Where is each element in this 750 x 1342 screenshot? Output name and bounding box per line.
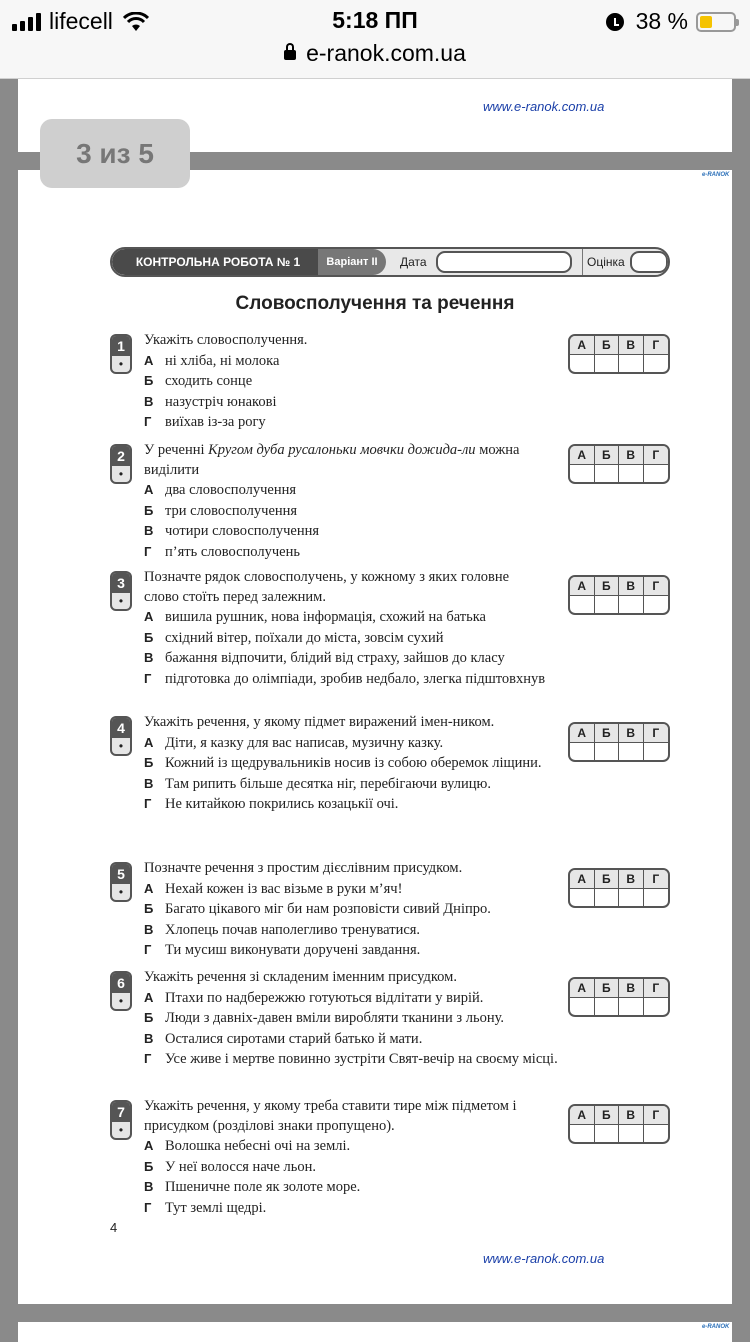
- question-body: [144, 441, 554, 562]
- lock-icon: [284, 50, 296, 60]
- alarm-icon: [606, 13, 624, 31]
- worksheet-header: [110, 247, 670, 277]
- option-b: Б Люди з давніх-давен вміли виробляти тканини з льону.: [144, 1010, 505, 1026]
- question-body: [144, 331, 554, 433]
- publisher-logo: e-RANOK: [702, 172, 730, 178]
- worksheet-title: Словосполучення та речення: [235, 293, 515, 314]
- option-v: В Осталися сиротами старий батько й мати.: [144, 1030, 423, 1047]
- question-number-badge: 4 •: [110, 716, 132, 756]
- question-stem: Укажіть речення, у якому треба ставити тире між підметом і присудком (розділові знаки пропущено).: [144, 1098, 517, 1134]
- option-b: Б східний вітер, поїхали до міста, зовсім сухий: [144, 629, 444, 646]
- question-body: [144, 859, 554, 961]
- question-stem: Позначте рядок словосполучень, у кожному з яких головне слово стоїть перед залежним.: [144, 569, 510, 605]
- option-v: В чотири словосполучення: [144, 523, 320, 539]
- question-body: [144, 1097, 554, 1218]
- option-g: Г виїхав із-за рогу: [144, 414, 266, 430]
- date-label: Дата: [400, 255, 427, 269]
- battery-level-fill: [700, 16, 712, 28]
- option-a: А Птахи по надбережжю готуються відлітати у вирій.: [144, 989, 484, 1006]
- answer-grid: А Б В Г: [568, 1104, 670, 1144]
- browser-top-bar: [0, 0, 750, 79]
- test-title: КОНТРОЛЬНА РОБОТА № 1: [112, 249, 324, 275]
- option-a: А вишила рушник, нова інформація, схожий на батька: [144, 609, 486, 625]
- address-bar[interactable]: [0, 40, 750, 67]
- option-a: А Діти, я казку для вас написав, музичну казку.: [144, 734, 444, 751]
- question-number-badge: 1 •: [110, 334, 132, 374]
- answer-grid: А Б В Г: [568, 977, 670, 1017]
- battery-icon: [696, 12, 736, 32]
- page-number: 4: [110, 1220, 118, 1235]
- status-bar-right: [606, 8, 736, 35]
- variant-label: Варіант ІІ: [318, 249, 386, 275]
- url-text: e-ranok.com.ua: [306, 40, 466, 66]
- option-g: Г п’ять словосполучень: [144, 543, 300, 560]
- answer-grid: А Б В Г: [568, 444, 670, 484]
- grade-field: [630, 251, 668, 273]
- option-v: В бажання відпочити, блідий від страху, зайшов до класу: [144, 650, 505, 666]
- answer-grid: А Б В Г: [568, 722, 670, 762]
- answer-grid: А Б В Г: [568, 868, 670, 908]
- option-b: Б У неї волосся наче льон.: [144, 1158, 317, 1175]
- option-b: Б Кожний із щедрувальників носив із собою оберемок ліщини.: [144, 755, 542, 771]
- option-v: В Там рипить більше десятка ніг, перебігаючи вулицю.: [144, 775, 491, 792]
- option-b: Б Багато цікавого міг би нам розповісти сивий Дніпро.: [144, 901, 491, 917]
- option-b: Б три словосполучення: [144, 502, 298, 519]
- answer-grid: А Б В Г: [568, 334, 670, 374]
- option-a: А два словосполучення: [144, 482, 297, 498]
- question-number-badge: 3 •: [110, 571, 132, 611]
- option-v: В Хлопець почав наполегливо тренуватися.: [144, 921, 421, 938]
- question-stem: Укажіть речення, у якому підмет виражений імен-ником.: [144, 714, 495, 730]
- question-stem: Позначте речення з простим дієслівним присудком.: [144, 860, 463, 876]
- option-g: Г Тут землі щедрі.: [144, 1199, 267, 1216]
- pdf-page: [18, 170, 732, 1304]
- question-number-badge: 6 •: [110, 971, 132, 1011]
- grade-label: Оцінка: [582, 249, 625, 275]
- question-number-badge: 7 •: [110, 1100, 132, 1140]
- question-number-badge: 5 •: [110, 862, 132, 902]
- option-g: Г Усе живе і мертве повинно зустріти Свят-вечір на своєму місці.: [144, 1051, 558, 1067]
- option-a: А ні хліба, ні молока: [144, 352, 280, 369]
- option-g: Г Ти мусиш виконувати доручені завдання.: [144, 942, 421, 958]
- next-page: [18, 1322, 732, 1342]
- option-b: Б сходить сонце: [144, 373, 253, 389]
- question-stem: Укажіть речення зі складеним іменним присудком.: [144, 969, 457, 985]
- date-field: [436, 251, 572, 273]
- option-v: В Пшеничне поле як золоте море.: [144, 1179, 361, 1195]
- answer-grid: А Б В Г: [568, 575, 670, 615]
- option-g: Г підготовка до олімпіади, зробив недбало, злегка підштовхнув: [144, 670, 546, 687]
- publisher-logo: e-RANOK: [702, 1324, 730, 1330]
- footer-url[interactable]: www.e-ranok.com.ua: [483, 99, 605, 114]
- question-stem: Укажіть словосполучення.: [144, 332, 308, 348]
- option-v: В назустріч юнакові: [144, 393, 277, 410]
- option-g: Г Не китайкою покрились козацькії очі.: [144, 796, 399, 812]
- carrier-name: lifecell: [49, 8, 113, 34]
- page-counter: 3 из 5: [40, 119, 190, 188]
- footer-url[interactable]: www.e-ranok.com.ua: [483, 1251, 605, 1266]
- status-time: 5:18 ПП: [332, 7, 418, 33]
- question-number-badge: 2 •: [110, 444, 132, 484]
- option-a: А Нехай кожен із вас візьме в руки м’яч!: [144, 880, 403, 897]
- option-a: А Волошка небесні очі на землі.: [144, 1138, 351, 1154]
- battery-percent: 38 %: [635, 8, 688, 34]
- question-stem: У реченні Кругом дуба русалоньки мовчки дожида-ли можна виділити: [144, 442, 520, 478]
